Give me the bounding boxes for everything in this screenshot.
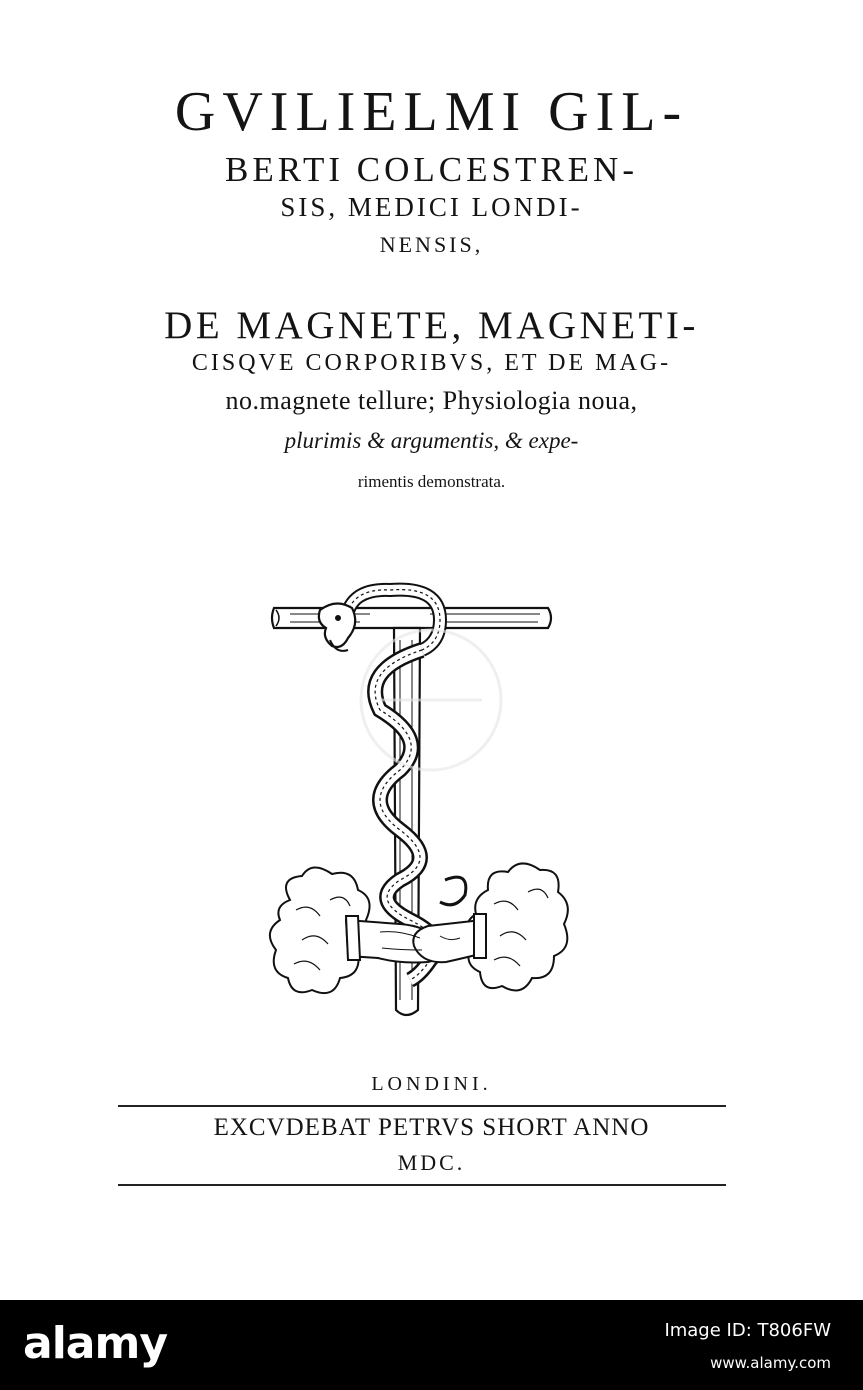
author-line-2: BERTI COLCESTREN- [225, 150, 638, 189]
site-url[interactable]: www.alamy.com [710, 1354, 831, 1372]
stock-footer-bar [0, 1300, 863, 1390]
imprint-printer: EXCVDEBAT PETRVS SHORT ANNO [213, 1114, 650, 1141]
printers-device-woodcut [250, 580, 580, 1050]
imprint-rule-bottom [118, 1184, 726, 1186]
title-line-4: plurimis & argumentis, & expe- [284, 428, 579, 453]
image-id: Image ID: T806FW [664, 1320, 831, 1341]
author-line-1: GVILIELMI GIL- [174, 81, 689, 143]
imprint-rule-top [118, 1105, 726, 1107]
alamy-logo[interactable]: alamy [23, 1318, 167, 1369]
imprint-place: LONDINI. [371, 1073, 492, 1095]
title-line-5: rimentis demonstrata. [357, 472, 506, 491]
title-line-3: no.magnete tellure; Physiologia noua, [225, 386, 638, 415]
author-line-3: SIS, MEDICI LONDI- [280, 192, 583, 222]
title-line-2: CISQVE CORPORIBVS, ET DE MAG- [191, 350, 672, 376]
crossbar [272, 608, 551, 628]
author-line-4: NENSIS, [379, 232, 484, 257]
imprint-year: MDC. [397, 1150, 466, 1175]
title-line-1: DE MAGNETE, MAGNETI- [164, 304, 699, 347]
